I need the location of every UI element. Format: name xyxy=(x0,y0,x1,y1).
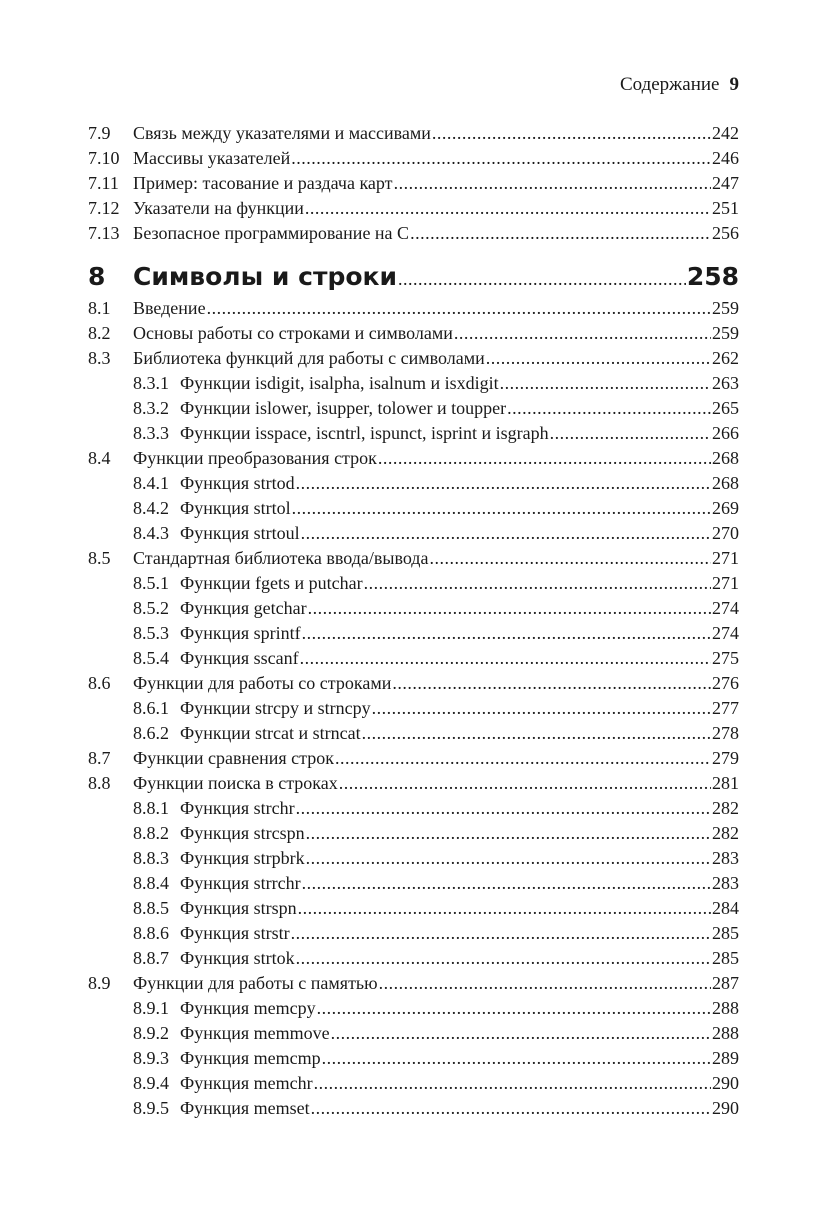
toc-entry-page: 290 xyxy=(712,1073,739,1093)
toc-entry-title: Функция strtol xyxy=(180,498,291,518)
toc-entry-number: 8.8.5 xyxy=(133,898,169,918)
toc-leader-dots xyxy=(394,171,711,196)
toc-entry-title: Функции isspace, iscntrl, ispunct, isprint и isgraph xyxy=(180,423,549,443)
running-header xyxy=(620,74,739,96)
toc-entry-page: 269 xyxy=(712,498,739,518)
toc-leader-dots xyxy=(362,721,711,746)
toc-entry-page: 290 xyxy=(712,1098,739,1118)
toc-leader-dots xyxy=(311,1096,711,1121)
toc-leader-dots xyxy=(314,1071,711,1096)
toc-subsection-entry xyxy=(88,821,739,846)
toc-leader-dots xyxy=(300,646,711,671)
toc-leader-dots xyxy=(306,821,711,846)
toc-subsection-entry xyxy=(88,846,739,871)
toc-entry-number: 8.9 xyxy=(88,973,111,993)
toc-leader-dots xyxy=(308,596,711,621)
toc-entry-page: 265 xyxy=(712,398,739,418)
toc-leader-dots xyxy=(207,296,711,321)
toc-entry-title: Функции для работы со строками xyxy=(133,673,392,693)
toc-entry-title: Функция strspn xyxy=(180,898,297,918)
toc-entry-title: Функции strcat и strncat xyxy=(180,723,361,743)
toc-entry-title: Функция strrchr xyxy=(180,873,301,893)
toc-section-entry xyxy=(88,446,739,471)
toc-leader-dots xyxy=(302,871,711,896)
toc-entry-page: 288 xyxy=(712,1023,739,1043)
toc-leader-dots xyxy=(296,471,711,496)
toc-entry-page: 274 xyxy=(712,598,739,618)
toc-leader-dots xyxy=(372,696,711,721)
toc-entry-title: Функции сравнения строк xyxy=(133,748,334,768)
toc-entry-title: Связь между указателями и массивами xyxy=(133,123,431,143)
toc-leader-dots xyxy=(296,946,711,971)
toc-entry-number: 8.5.4 xyxy=(133,648,169,668)
toc-entry-number: 8.9.5 xyxy=(133,1098,169,1118)
toc-entry-page: 251 xyxy=(712,198,739,218)
toc-entry-page: 285 xyxy=(712,923,739,943)
toc-leader-dots xyxy=(322,1046,711,1071)
toc-subsection-entry xyxy=(88,1046,739,1071)
toc-entry-title: Функция memset xyxy=(180,1098,310,1118)
toc-entry-title: Функция strtod xyxy=(180,473,295,493)
toc-entry-title: Основы работы со строками и символами xyxy=(133,323,453,343)
toc-subsection-entry xyxy=(88,871,739,896)
toc-entry-title: Функция strtoul xyxy=(180,523,300,543)
toc-entry-page: 268 xyxy=(712,448,739,468)
toc-leader-dots xyxy=(378,446,711,471)
toc-subsection-entry xyxy=(88,1096,739,1121)
toc-entry-page: 258 xyxy=(686,262,739,291)
toc-entry-number: 8.7 xyxy=(88,748,111,768)
toc-section-entry xyxy=(88,671,739,696)
toc-leader-dots xyxy=(550,421,711,446)
toc-entry-title: Массивы указателей xyxy=(133,148,291,168)
toc-entry-number: 8.8.3 xyxy=(133,848,169,868)
toc-entry-title: Символы и строки xyxy=(133,262,398,291)
toc-entry-page: 288 xyxy=(712,998,739,1018)
toc-entry-page: 278 xyxy=(712,723,739,743)
toc-entry-title: Функция strcspn xyxy=(180,823,305,843)
toc-entry-page: 263 xyxy=(712,373,739,393)
toc-entry-page: 259 xyxy=(712,323,739,343)
toc-entry-page: 271 xyxy=(712,548,739,568)
toc-leader-dots xyxy=(339,771,711,796)
toc-entry-number: 8.8.6 xyxy=(133,923,169,943)
toc-entry-number: 7.10 xyxy=(88,148,120,168)
toc-entry-number: 8.3 xyxy=(88,348,111,368)
toc-entry-title: Функции strcpy и strncpy xyxy=(180,698,371,718)
toc-entry-page: 283 xyxy=(712,848,739,868)
toc-entry-title: Функция strchr xyxy=(180,798,295,818)
toc-entry-number: 8.8 xyxy=(88,773,111,793)
toc-entry-number: 7.13 xyxy=(88,223,120,243)
toc-entry-number: 8.8.2 xyxy=(133,823,169,843)
toc-leader-dots xyxy=(486,346,711,371)
toc-entry-title: Стандартная библиотека ввода/вывода xyxy=(133,548,429,568)
toc-entry-page: 289 xyxy=(712,1048,739,1068)
toc-entry-title: Функция memmove xyxy=(180,1023,330,1043)
toc-subsection-entry xyxy=(88,946,739,971)
toc-entry-page: 268 xyxy=(712,473,739,493)
toc-leader-dots xyxy=(379,971,711,996)
toc-entry-title: Функция memcpy xyxy=(180,998,316,1018)
toc-entry-page: 266 xyxy=(712,423,739,443)
toc-entry-number: 8.4.2 xyxy=(133,498,169,518)
toc-subsection-entry xyxy=(88,1071,739,1096)
toc-entry-page: 281 xyxy=(712,773,739,793)
toc-entry-page: 283 xyxy=(712,873,739,893)
toc-subsection-entry xyxy=(88,1021,739,1046)
toc-entry-number: 8.8.4 xyxy=(133,873,169,893)
toc-entry-page: 242 xyxy=(712,123,739,143)
toc-entry-number: 8.9.4 xyxy=(133,1073,169,1093)
toc-section-entry xyxy=(88,971,739,996)
toc-entry-number: 8.5.3 xyxy=(133,623,169,643)
toc-entry-title: Функции fgets и putchar xyxy=(180,573,363,593)
toc-entry-title: Функции isdigit, isalpha, isalnum и isxdigit xyxy=(180,373,499,393)
toc-entry-number: 7.12 xyxy=(88,198,120,218)
toc-leader-dots xyxy=(302,621,711,646)
toc-leader-dots xyxy=(429,546,711,571)
toc-subsection-entry xyxy=(88,696,739,721)
toc-entry-number: 8.4 xyxy=(88,448,111,468)
toc-entry-page: 274 xyxy=(712,623,739,643)
toc-leader-dots xyxy=(454,321,711,346)
toc-subsection-entry xyxy=(88,396,739,421)
toc-section-entry xyxy=(88,221,739,246)
toc-entry-page: 270 xyxy=(712,523,739,543)
toc-entry-page: 287 xyxy=(712,973,739,993)
toc-entry-page: 275 xyxy=(712,648,739,668)
toc-subsection-entry xyxy=(88,496,739,521)
toc-entry-title: Функции преобразования строк xyxy=(133,448,377,468)
toc-entry-number: 8.9.1 xyxy=(133,998,169,1018)
toc-entry-page: 256 xyxy=(712,223,739,243)
toc-section-entry xyxy=(88,771,739,796)
toc-leader-dots xyxy=(500,371,711,396)
toc-entry-number: 7.11 xyxy=(88,173,119,193)
toc-entry-number: 8.9.3 xyxy=(133,1048,169,1068)
toc-subsection-entry xyxy=(88,646,739,671)
toc-section-entry xyxy=(88,746,739,771)
toc-entry-title: Функция strstr xyxy=(180,923,290,943)
toc-entry-number: 8.9.2 xyxy=(133,1023,169,1043)
toc-entry-number: 8.2 xyxy=(88,323,111,343)
toc-entry-number: 8.3.3 xyxy=(133,423,169,443)
toc-entry-title: Функция getchar xyxy=(180,598,307,618)
toc-section-entry xyxy=(88,171,739,196)
toc-subsection-entry xyxy=(88,571,739,596)
toc-entry-number: 8.4.1 xyxy=(133,473,169,493)
toc-entry-page: 279 xyxy=(712,748,739,768)
toc-leader-dots xyxy=(298,896,711,921)
toc-entry-page: 285 xyxy=(712,948,739,968)
toc-entry-number: 8.3.1 xyxy=(133,373,169,393)
toc-subsection-entry xyxy=(88,896,739,921)
toc-section-entry xyxy=(88,346,739,371)
toc-leader-dots xyxy=(296,796,711,821)
toc-entry-page: 262 xyxy=(712,348,739,368)
toc-entry-page: 284 xyxy=(712,898,739,918)
toc-entry-number: 8.6.2 xyxy=(133,723,169,743)
toc-entry-title: Функции islower, isupper, tolower и toupper xyxy=(180,398,507,418)
toc-section-entry xyxy=(88,121,739,146)
toc-leader-dots xyxy=(305,196,711,221)
toc-leader-dots xyxy=(306,846,711,871)
page-number: 9 xyxy=(729,74,739,95)
toc-leader-dots xyxy=(364,571,711,596)
toc-leader-dots xyxy=(335,746,711,771)
toc-entry-title: Функция memcmp xyxy=(180,1048,321,1068)
toc-leader-dots xyxy=(291,921,711,946)
toc-leader-dots xyxy=(410,221,711,246)
toc-section-entry xyxy=(88,146,739,171)
toc-entry-title: Функция memchr xyxy=(180,1073,313,1093)
toc-entry-page: 276 xyxy=(712,673,739,693)
toc-entry-title: Введение xyxy=(133,298,206,318)
toc-section-entry xyxy=(88,196,739,221)
table-of-contents xyxy=(88,121,739,1121)
toc-entry-page: 246 xyxy=(712,148,739,168)
toc-subsection-entry xyxy=(88,721,739,746)
toc-entry-page: 282 xyxy=(712,823,739,843)
toc-leader-dots xyxy=(292,496,711,521)
toc-entry-number: 8.5.2 xyxy=(133,598,169,618)
toc-entry-page: 247 xyxy=(712,173,739,193)
toc-leader-dots xyxy=(317,996,711,1021)
toc-entry-number: 7.9 xyxy=(88,123,111,143)
toc-entry-number: 8.8.7 xyxy=(133,948,169,968)
toc-entry-number: 8.6.1 xyxy=(133,698,169,718)
toc-entry-page: 282 xyxy=(712,798,739,818)
toc-entry-number: 8.5 xyxy=(88,548,111,568)
toc-section-entry xyxy=(88,321,739,346)
toc-subsection-entry xyxy=(88,996,739,1021)
toc-entry-number: 8.5.1 xyxy=(133,573,169,593)
toc-subsection-entry xyxy=(88,621,739,646)
toc-leader-dots xyxy=(432,121,711,146)
toc-entry-title: Функция strtok xyxy=(180,948,295,968)
toc-entry-number: 8 xyxy=(88,262,106,291)
toc-entry-page: 259 xyxy=(712,298,739,318)
toc-entry-title: Функция strpbrk xyxy=(180,848,305,868)
toc-section-entry xyxy=(88,296,739,321)
toc-entry-number: 8.1 xyxy=(88,298,111,318)
toc-entry-title: Безопасное программирование на C xyxy=(133,223,410,243)
toc-subsection-entry xyxy=(88,371,739,396)
toc-entry-page: 271 xyxy=(712,573,739,593)
toc-chapter-entry xyxy=(88,252,739,302)
running-header-title: Содержание xyxy=(619,74,720,95)
toc-subsection-entry xyxy=(88,596,739,621)
toc-subsection-entry xyxy=(88,796,739,821)
toc-entry-page: 277 xyxy=(712,698,739,718)
toc-subsection-entry xyxy=(88,471,739,496)
toc-entry-title: Библиотека функций для работы с символами xyxy=(133,348,485,368)
toc-entry-number: 8.4.3 xyxy=(133,523,169,543)
toc-leader-dots xyxy=(301,521,711,546)
toc-entry-title: Функция sscanf xyxy=(180,648,299,668)
toc-entry-title: Указатели на функции xyxy=(133,198,304,218)
toc-subsection-entry xyxy=(88,921,739,946)
toc-entry-number: 8.6 xyxy=(88,673,111,693)
toc-entry-title: Пример: тасование и раздача карт xyxy=(133,173,393,193)
toc-leader-dots xyxy=(507,396,711,421)
toc-leader-dots xyxy=(331,1021,711,1046)
toc-entry-title: Функции для работы с памятью xyxy=(133,973,378,993)
toc-entry-number: 8.8.1 xyxy=(133,798,169,818)
toc-subsection-entry xyxy=(88,421,739,446)
toc-entry-title: Функции поиска в строках xyxy=(133,773,338,793)
toc-entry-number: 8.3.2 xyxy=(133,398,169,418)
toc-section-entry xyxy=(88,546,739,571)
toc-leader-dots xyxy=(291,146,711,171)
toc-leader-dots xyxy=(392,671,711,696)
toc-entry-title: Функция sprintf xyxy=(180,623,301,643)
toc-subsection-entry xyxy=(88,521,739,546)
